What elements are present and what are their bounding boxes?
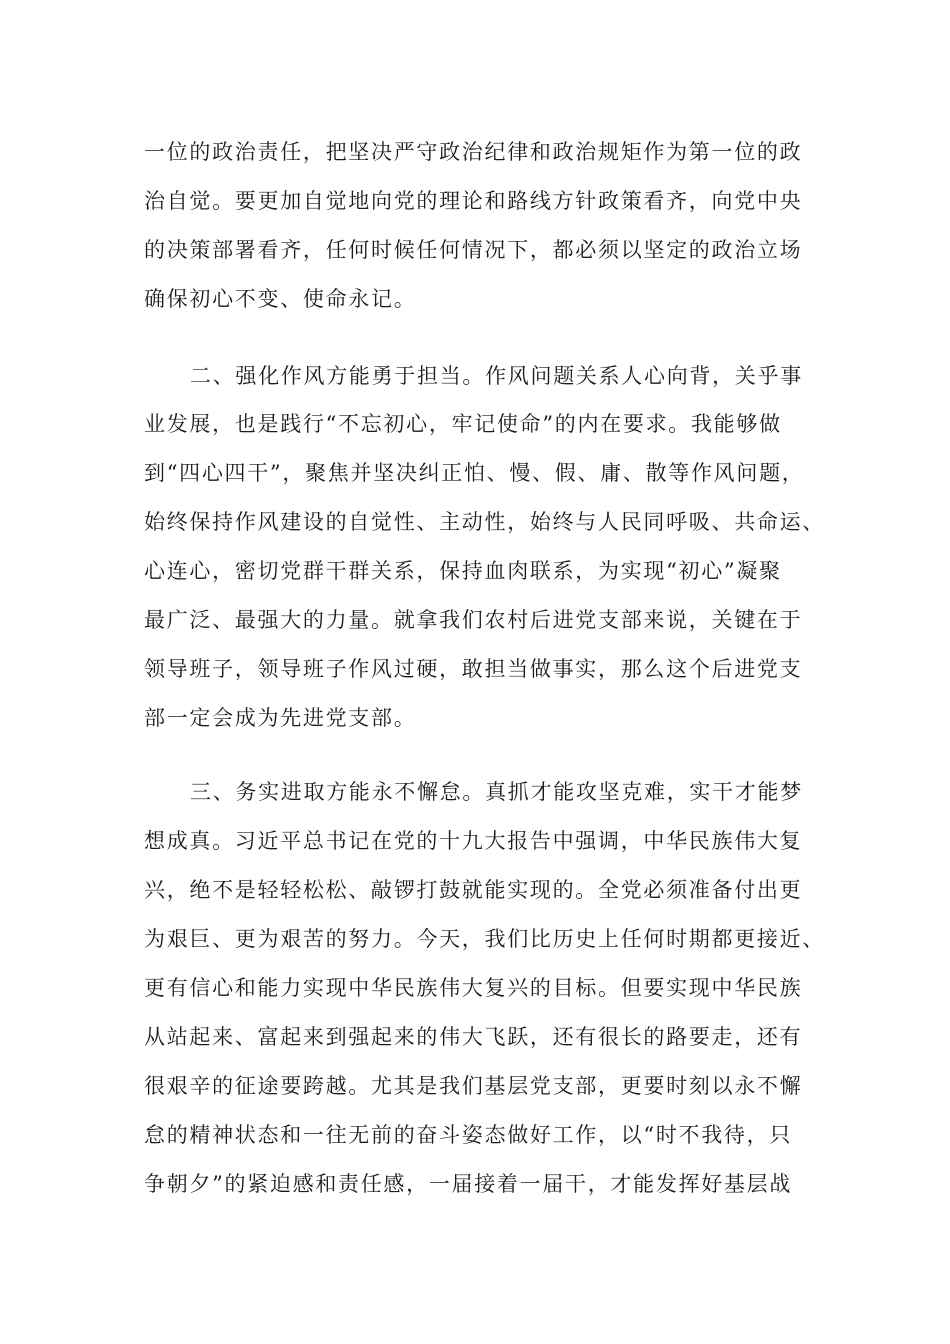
- text-line: 很艰辛的征途要跨越。尤其是我们基层党支部，更要时刻以永不懈: [144, 1074, 803, 1098]
- text-line: 想成真。习近平总书记在党的十九大报告中强调，中华民族伟大复: [144, 829, 803, 853]
- text-line: 的决策部署看齐，任何时候任何情况下，都必须以坚定的政治立场: [144, 238, 803, 262]
- text-line: 治自觉。要更加自觉地向党的理论和路线方针政策看齐，向党中央: [144, 189, 803, 213]
- text-line: 从站起来、富起来到强起来的伟大飞跃，还有很长的路要走，还有: [144, 1025, 803, 1049]
- text-line: 确保初心不变、使命永记。: [144, 287, 417, 311]
- text-line: 部一定会成为先进党支部。: [144, 706, 417, 730]
- text-line: 领导班子，领导班子作风过硬，敢担当做事实，那么这个后进党支: [144, 657, 803, 681]
- text-line: 心连心，密切党群干群关系，保持血肉联系，为实现“初心”凝聚: [144, 559, 782, 583]
- text-line: 最广泛、最强大的力量。就拿我们农村后进党支部来说，关键在于: [144, 608, 803, 632]
- text-line: 一位的政治责任，把坚决严守政治纪律和政治规矩作为第一位的政: [144, 140, 803, 164]
- document-page: [144, 124, 825, 1214]
- text-line: 怠的精神状态和一往无前的奋斗姿态做好工作，以“时不我待，只: [144, 1123, 793, 1147]
- paragraph-heading-line: 二、强化作风方能勇于担当。作风问题关系人心向背，关乎事: [190, 364, 803, 388]
- text-line: 业发展，也是践行“不忘初心，牢记使命”的内在要求。我能够做: [144, 412, 782, 436]
- text-line: 更有信心和能力实现中华民族伟大复兴的目标。但要实现中华民族: [144, 976, 803, 1000]
- text-line: 兴，绝不是轻轻松松、敲锣打鼓就能实现的。全党必须准备付出更: [144, 878, 803, 902]
- text-line: 为艰巨、更为艰苦的努力。今天，我们比历史上任何时期都更接近、: [144, 927, 825, 951]
- text-line: 争朝夕”的紧迫感和责任感，一届接着一届干，才能发挥好基层战: [144, 1172, 793, 1196]
- paragraph-heading-line: 三、务实进取方能永不懈怠。真抓才能攻坚克难，实干才能梦: [190, 780, 803, 804]
- text-line: 到“四心四干”，聚焦并坚决纠正怕、慢、假、庸、散等作风问题，: [144, 461, 805, 485]
- text-line: 始终保持作风建设的自觉性、主动性，始终与人民同呼吸、共命运、: [144, 510, 825, 534]
